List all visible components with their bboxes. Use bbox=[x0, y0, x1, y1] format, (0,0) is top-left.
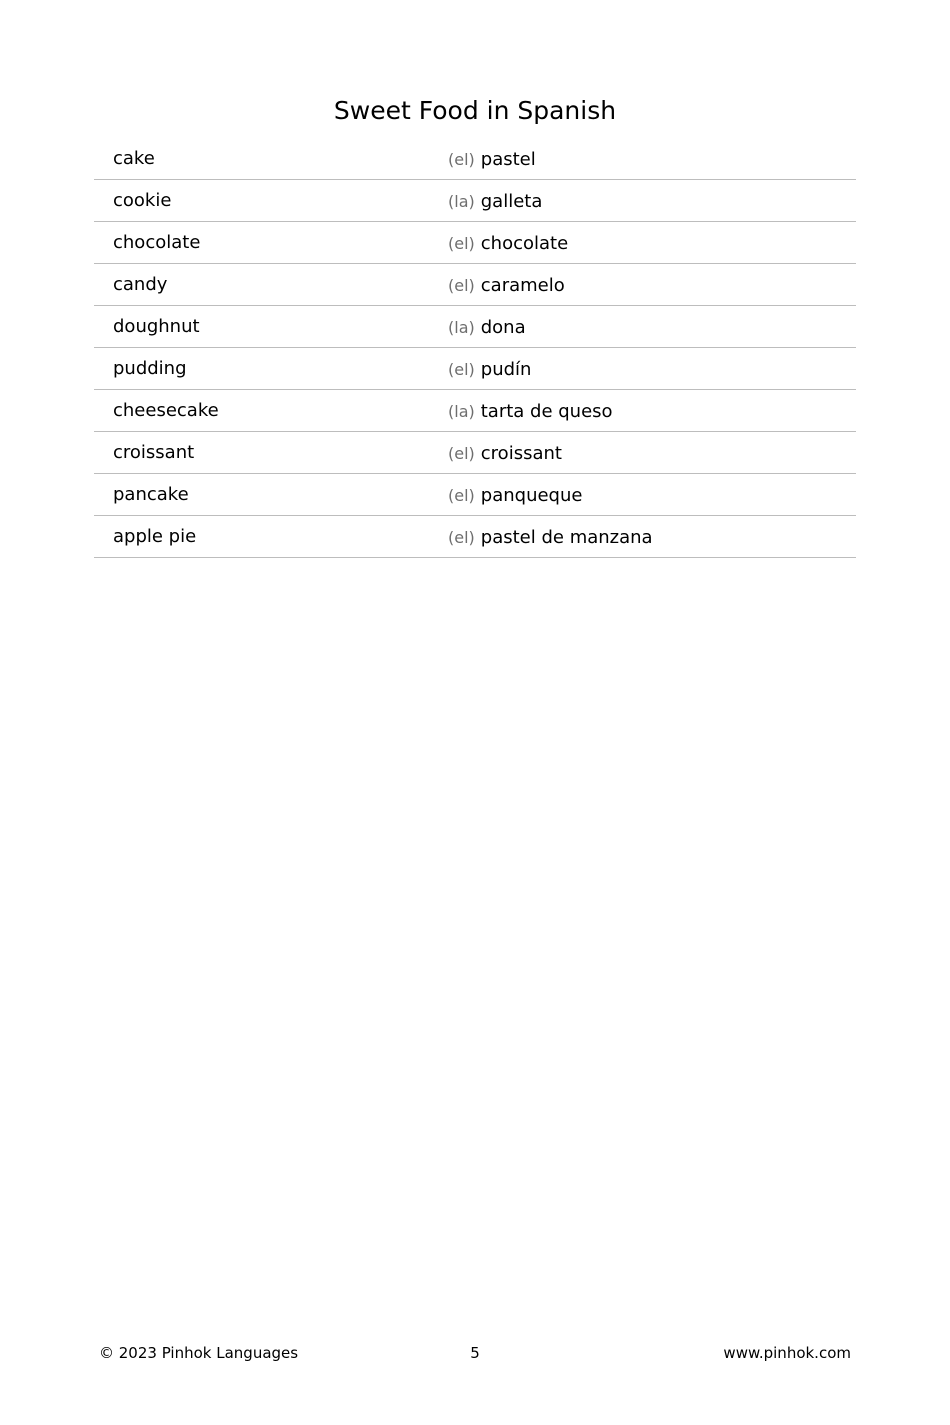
article: (el) bbox=[448, 444, 475, 463]
footer-page-number: 5 bbox=[470, 1344, 480, 1362]
article: (el) bbox=[448, 234, 475, 253]
article: (la) bbox=[448, 402, 475, 421]
english-word: apple pie bbox=[113, 526, 197, 547]
table-row bbox=[94, 348, 856, 390]
article: (el) bbox=[448, 276, 475, 295]
english-word: pudding bbox=[113, 358, 187, 379]
table-row bbox=[94, 306, 856, 348]
spanish-translation bbox=[448, 442, 562, 466]
spanish-translation bbox=[448, 190, 542, 214]
english-word: cheesecake bbox=[113, 400, 219, 421]
spanish-word: caramelo bbox=[480, 275, 565, 296]
spanish-word: croissant bbox=[480, 443, 562, 464]
english-word: candy bbox=[113, 274, 168, 295]
spanish-word: pastel bbox=[480, 149, 536, 170]
spanish-translation bbox=[448, 148, 536, 172]
spanish-word: pudín bbox=[480, 359, 532, 380]
table-row bbox=[94, 180, 856, 222]
spanish-translation bbox=[448, 316, 526, 340]
vocabulary-table bbox=[94, 138, 856, 558]
english-word: cake bbox=[113, 148, 155, 169]
table-row bbox=[94, 516, 856, 558]
table-row bbox=[94, 432, 856, 474]
table-row bbox=[94, 264, 856, 306]
english-word: croissant bbox=[113, 442, 195, 463]
page-title: Sweet Food in Spanish bbox=[333, 96, 617, 125]
article: (el) bbox=[448, 360, 475, 379]
spanish-word: panqueque bbox=[480, 485, 583, 506]
footer-copyright: © 2023 Pinhok Languages bbox=[99, 1344, 299, 1362]
article: (el) bbox=[448, 486, 475, 505]
article: (la) bbox=[448, 318, 475, 337]
spanish-word: pastel de manzana bbox=[480, 527, 653, 548]
table-row bbox=[94, 222, 856, 264]
spanish-translation bbox=[448, 526, 653, 550]
spanish-translation bbox=[448, 232, 568, 256]
spanish-translation bbox=[448, 274, 565, 298]
article: (la) bbox=[448, 192, 475, 211]
spanish-word: tarta de queso bbox=[480, 401, 613, 422]
table-row bbox=[94, 474, 856, 516]
spanish-translation bbox=[448, 484, 582, 508]
table-row bbox=[94, 390, 856, 432]
english-word: cookie bbox=[113, 190, 172, 211]
english-word: chocolate bbox=[113, 232, 201, 253]
spanish-word: chocolate bbox=[480, 233, 569, 254]
article: (el) bbox=[448, 528, 475, 547]
table-row bbox=[94, 138, 856, 180]
spanish-word: dona bbox=[480, 317, 526, 338]
spanish-translation bbox=[448, 400, 613, 424]
spanish-translation bbox=[448, 358, 531, 382]
english-word: doughnut bbox=[113, 316, 200, 337]
english-word: pancake bbox=[113, 484, 189, 505]
spanish-word: galleta bbox=[480, 191, 543, 212]
footer-website: www.pinhok.com bbox=[723, 1344, 851, 1362]
article: (el) bbox=[448, 150, 475, 169]
